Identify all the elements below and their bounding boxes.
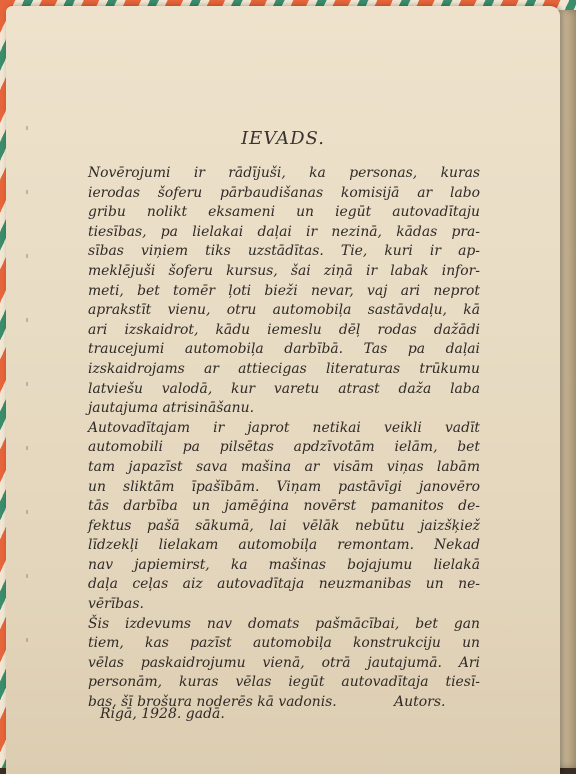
binding-stitches [26,66,28,666]
text-line: tās darbība un jamēģina novērst pamanitos de- [88,498,480,515]
text-line: Novērojumi ir rādījuši, ka personas, kuras [88,165,480,181]
text-line: sības viņiem tiks uzstādītas. Tie, kuri ir ap- [88,243,480,260]
text-line: daļa ceļas aiz autovadītaja neuzmanibas un ne- [88,576,480,593]
text-line: Šis izdevums nav domats pašmācībai, bet gan [88,615,480,632]
text-line: bas, šī brošura noderēs kā vadonis. [88,694,337,711]
text-line: un sliktām īpašībām. Viņam pastāvīgi janovēro [88,478,480,495]
text-line: automobili pa pilsētas apdzīvotām ielām, bet [88,439,480,456]
text-line: Autovadītajam ir japrot netikai veikli vadīt [88,419,480,436]
text-line: ari izskaidrot, kādu iemeslu dēļ rodas dažādi [88,321,480,338]
text-line: tiesības, pa lielakai daļai ir nezinā, kādas pra- [88,223,480,240]
page-title: IEVADS. [241,128,325,149]
place-date: Rigā, 1928. gadā. [100,706,225,722]
text-line: fektus pašā sākumā, lai vēlāk nebūtu jaizšķiež [88,517,480,534]
text-line: aprakstīt vienu, otru automobiļa sastāvdaļu, kā [88,302,480,319]
author-signature: Autors. [394,694,446,710]
text-line: traucejumi automobiļa darbībā. Tas pa daļai [88,341,480,358]
text-line: jautajuma atrisināšanu. [88,400,254,417]
text-line: gribu nolikt eksameni un iegūt autovadītaju [88,204,480,221]
text-line: latviešu valodā, kur varetu atrast daža laba [88,380,480,397]
book-page [6,6,560,774]
text-line: vērības. [88,596,144,613]
text-line: nav japiemirst, ka mašinas bojajumu lielakā [88,556,480,573]
text-line: ierodas šoferu pārbaudišanas komisijā ar labo [88,184,480,201]
text-line: meklējuši šoferu kursus, šai ziņā ir labak infor- [88,262,480,279]
text-line: personām, kuras vēlas iegūt autovadītaja tiesī- [88,674,480,691]
text-line: meti, bet tomēr ļoti bieži nevar, vaj ari neprot [88,282,480,299]
text-line: tiem, kas pazīst automobiļa konstrukciju un [88,635,480,652]
text-line: vēlas paskaidrojumu vienā, otrā jautajumā. Ari [88,654,480,671]
text-line: izskaidrojams ar attiecigas literaturas trūkumu [88,360,480,377]
text-line: tam japazīst sava mašina ar visām viņas labām [88,458,480,475]
intro-text [88,164,480,713]
text-line: līdzekļi lielakam automobiļa remontam. Nekad [88,537,480,554]
